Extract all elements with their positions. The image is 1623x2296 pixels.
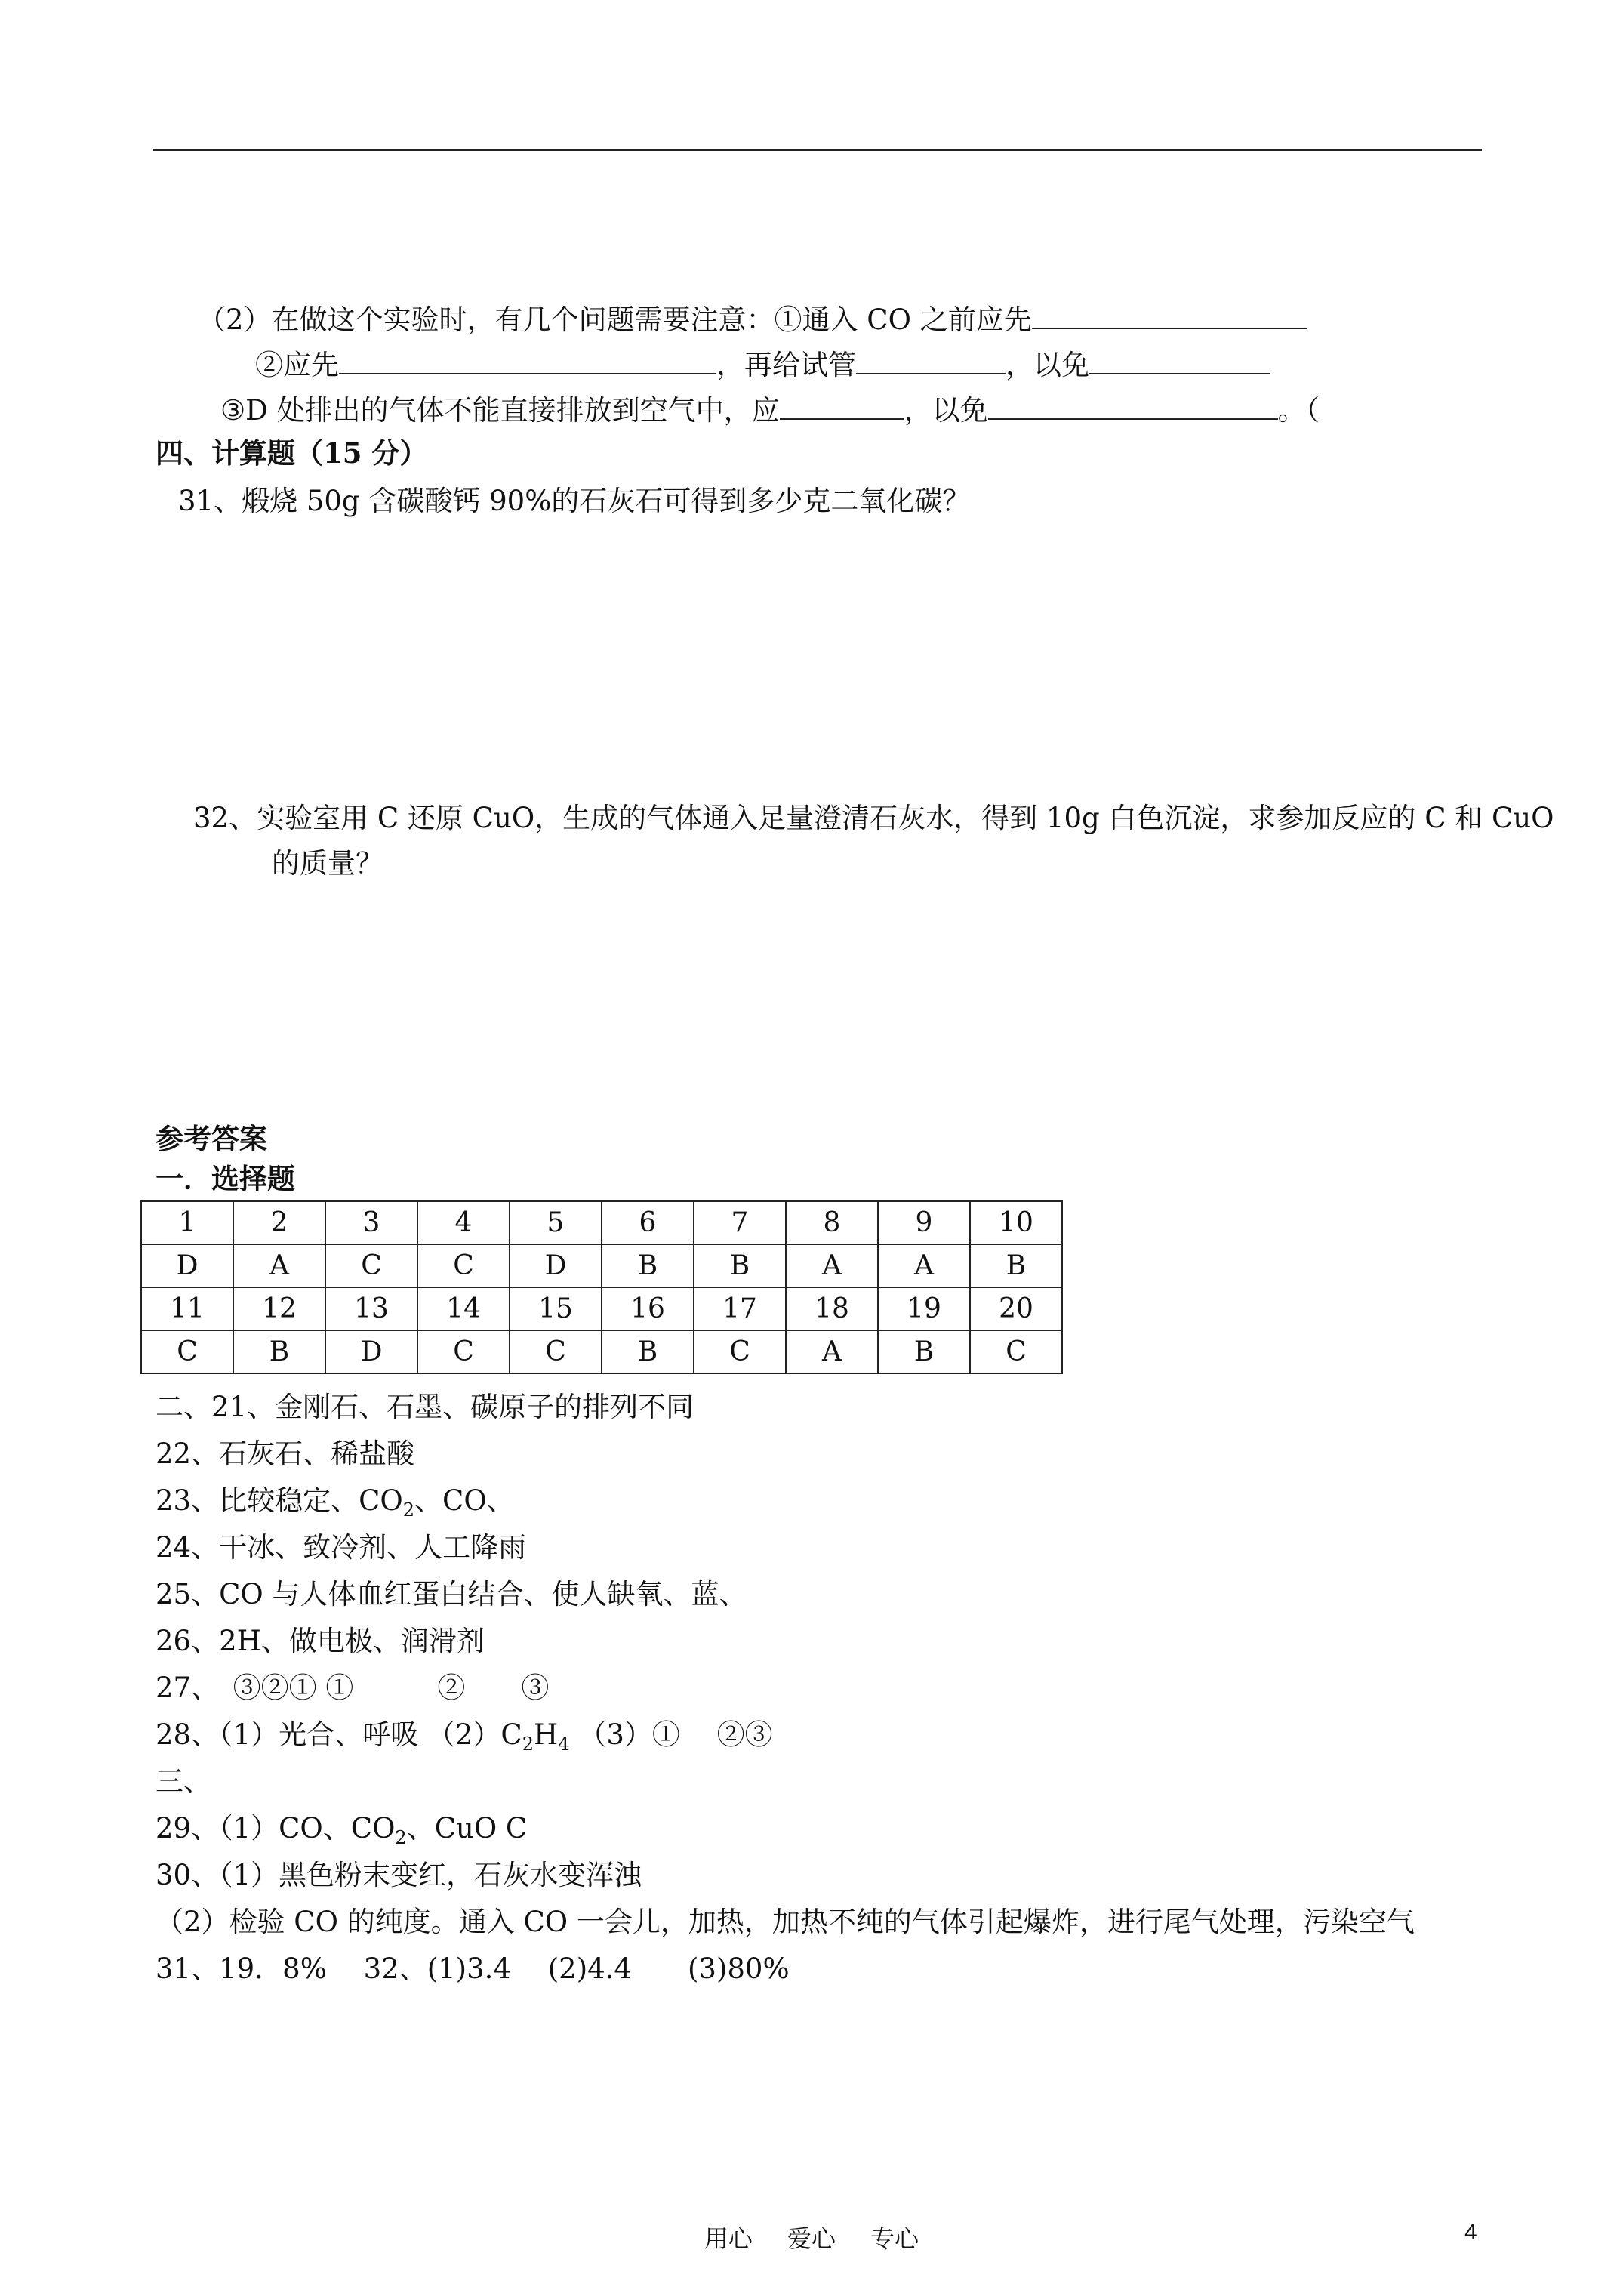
answer-table-cell: C bbox=[970, 1330, 1062, 1373]
answer-table-cell: B bbox=[233, 1330, 325, 1373]
page-number: 4 bbox=[1464, 2220, 1477, 2245]
answer-table-cell: 17 bbox=[694, 1287, 786, 1330]
q30-part2-text-b3: ，以免 bbox=[1006, 349, 1089, 381]
answer-table-cell: 5 bbox=[510, 1201, 602, 1244]
answer-table-cell: 12 bbox=[233, 1287, 325, 1330]
answer-table-cell: A bbox=[786, 1330, 878, 1373]
answer-blank[interactable] bbox=[339, 346, 716, 374]
answer-table bbox=[140, 1200, 1063, 1374]
answer-26: 26、2H、做电极、润滑剂 bbox=[156, 1625, 485, 1657]
section3-label: 三、 bbox=[156, 1765, 211, 1798]
answer-table-cell: C bbox=[510, 1330, 602, 1373]
answer-23-tail: 、CO、 bbox=[414, 1484, 515, 1517]
answer-table-row bbox=[141, 1244, 1062, 1287]
answer-table-cell: 15 bbox=[510, 1287, 602, 1330]
answer-table-cell: 4 bbox=[417, 1201, 510, 1244]
answer-table-cell: D bbox=[141, 1244, 233, 1287]
answer-table-cell: 18 bbox=[786, 1287, 878, 1330]
answer-29-text: 29、（1）CO、CO bbox=[156, 1812, 396, 1845]
answer-table-cell: 14 bbox=[417, 1287, 510, 1330]
subscript: 4 bbox=[558, 1734, 570, 1755]
answer-table-cell: A bbox=[233, 1244, 325, 1287]
question-32-line1: 32、实验室用 C 还原 CuO，生成的气体通入足量澄清石灰水，得到 10g 白色沉淀，求参加反应的 C 和 CuO bbox=[193, 802, 1554, 834]
answer-28 bbox=[156, 1717, 773, 1753]
answer-table-cell: B bbox=[694, 1244, 786, 1287]
q30-part2-text-b1: ②应先 bbox=[255, 349, 339, 381]
q30-part2-line1 bbox=[198, 300, 1307, 337]
answer-29 bbox=[156, 1811, 527, 1847]
answer-table-cell: 3 bbox=[325, 1201, 417, 1244]
answer-28-mid: H bbox=[534, 1718, 559, 1751]
q30-part2-text-c3: 。（ bbox=[1277, 394, 1320, 427]
answer-table-cell: 7 bbox=[694, 1201, 786, 1244]
answer-table-cell: 19 bbox=[878, 1287, 970, 1330]
q30-part2-text-a: （2）在做这个实验时，有几个问题需要注意：①通入 CO 之前应先 bbox=[198, 304, 1032, 336]
answer-table-cell: D bbox=[510, 1244, 602, 1287]
question-31: 31、煅烧 50g 含碳酸钙 90%的石灰石可得到多少克二氧化碳？ bbox=[178, 485, 971, 517]
answer-table-cell: 10 bbox=[970, 1201, 1062, 1244]
answer-table-cell: C bbox=[141, 1330, 233, 1373]
answer-blank[interactable] bbox=[1089, 346, 1270, 374]
answer-blank[interactable] bbox=[1032, 300, 1307, 329]
answer-25: 25、CO 与人体血红蛋白结合、使人缺氧、蓝、 bbox=[156, 1578, 747, 1610]
answer-blank[interactable] bbox=[856, 346, 1006, 374]
answers-title: 参考答案 bbox=[156, 1122, 267, 1155]
answer-table-cell: B bbox=[970, 1244, 1062, 1287]
answer-blank[interactable] bbox=[988, 391, 1278, 420]
q30-part2-line3 bbox=[220, 391, 1320, 427]
answer-table-cell: 1 bbox=[141, 1201, 233, 1244]
answer-30-part2: （2）检验 CO 的纯度。通入 CO 一会儿，加热，加热不纯的气体引起爆炸，进行尾气处理，污染空气 bbox=[156, 1906, 1415, 1938]
answer-table-cell: C bbox=[417, 1244, 510, 1287]
answer-table-cell: D bbox=[325, 1330, 417, 1373]
answer-table-cell: 16 bbox=[602, 1287, 694, 1330]
answer-27: 27、 ③②① ① ② ③ bbox=[156, 1672, 550, 1704]
q30-part2-line2 bbox=[255, 346, 1270, 382]
choice-heading: 一．选择题 bbox=[156, 1162, 295, 1195]
answer-table-cell: 9 bbox=[878, 1201, 970, 1244]
subscript: 2 bbox=[402, 1499, 415, 1521]
answer-table-cell: B bbox=[602, 1330, 694, 1373]
answer-table-row bbox=[141, 1330, 1062, 1373]
answer-23 bbox=[156, 1483, 515, 1519]
footer-motto: 用心 爱心 专心 bbox=[704, 2224, 919, 2253]
answer-30-part1: 30、（1）黑色粉末变红，石灰水变浑浊 bbox=[156, 1859, 642, 1891]
answer-table-cell: A bbox=[786, 1244, 878, 1287]
answer-table-cell: A bbox=[878, 1244, 970, 1287]
answer-blank[interactable] bbox=[780, 391, 904, 420]
answer-table-cell: B bbox=[878, 1330, 970, 1373]
answer-table-cell: 11 bbox=[141, 1287, 233, 1330]
answer-31-32: 31、19．8% 32、(1)3.4 (2)4.4 (3)80% bbox=[156, 1952, 790, 1985]
subscript: 2 bbox=[395, 1827, 407, 1848]
answer-table-cell: 13 bbox=[325, 1287, 417, 1330]
answer-table-cell: C bbox=[417, 1330, 510, 1373]
answer-28-tail: （3）① ②③ bbox=[569, 1718, 773, 1751]
answer-22: 22、石灰石、稀盐酸 bbox=[156, 1438, 415, 1470]
answer-table-cell: 6 bbox=[602, 1201, 694, 1244]
answer-table-cell: 8 bbox=[786, 1201, 878, 1244]
answer-table-cell: C bbox=[325, 1244, 417, 1287]
q30-part2-text-c1: ③D 处排出的气体不能直接排放到空气中，应 bbox=[220, 394, 780, 427]
answer-table-row bbox=[141, 1201, 1062, 1244]
answer-table-cell: 2 bbox=[233, 1201, 325, 1244]
subscript: 2 bbox=[522, 1734, 534, 1755]
q30-part2-text-c2: ，以免 bbox=[904, 394, 988, 427]
answer-table-cell: 20 bbox=[970, 1287, 1062, 1330]
answer-23-text: 23、比较稳定、CO bbox=[156, 1484, 403, 1517]
answer-29-tail: 、CuO C bbox=[406, 1812, 528, 1845]
q30-part2-text-b2: ，再给试管 bbox=[716, 349, 856, 381]
answer-28-text: 28、（1）光合、呼吸 （2）C bbox=[156, 1718, 522, 1751]
header-rule bbox=[153, 149, 1482, 151]
answer-24: 24、干冰、致冷剂、人工降雨 bbox=[156, 1531, 527, 1564]
answer-table-row bbox=[141, 1287, 1062, 1330]
question-32-line2: 的质量？ bbox=[272, 847, 383, 880]
answer-21: 二、21、金刚石、石墨、碳原子的排列不同 bbox=[156, 1391, 694, 1423]
answer-table-cell: C bbox=[694, 1330, 786, 1373]
answer-table-cell: B bbox=[602, 1244, 694, 1287]
section4-heading: 四、计算题（15 分） bbox=[156, 436, 428, 470]
